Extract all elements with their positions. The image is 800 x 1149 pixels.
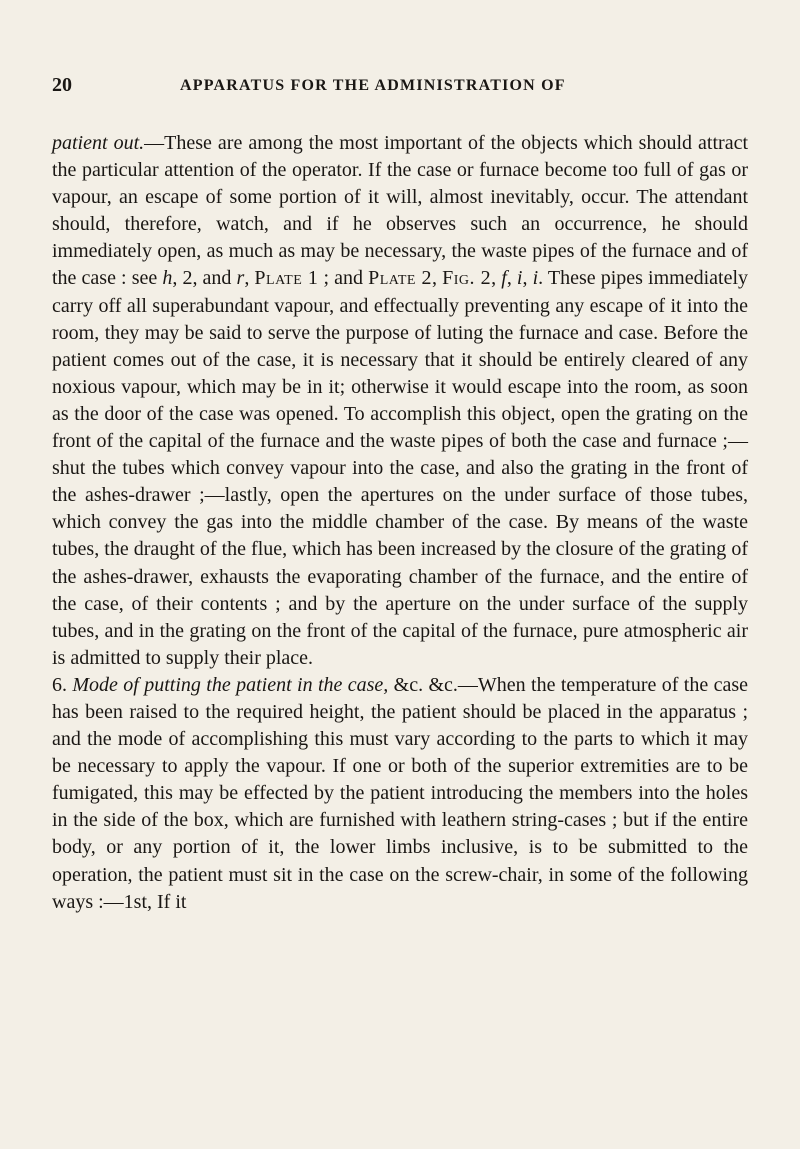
ref-letter-r: r: [236, 267, 245, 290]
section-title: Mode of putting the patient in the case,: [72, 673, 389, 696]
plate-reference-1: Plate 1: [254, 267, 319, 290]
ref-letter-i: i: [516, 267, 523, 290]
running-head: APPARATUS FOR THE ADMINISTRATION OF: [180, 77, 566, 94]
section-number: 6.: [52, 673, 73, 696]
ref-text: ,: [506, 267, 517, 290]
ref-text: ,: [491, 267, 502, 290]
ref-letter-i: i: [532, 267, 539, 290]
page-number: 20: [52, 74, 72, 96]
lead-phrase: patient out.: [52, 132, 145, 154]
plate-reference-2: Plate 2: [368, 267, 433, 290]
figure-reference: Fig. 2: [442, 267, 492, 290]
paragraph-mode-of-putting: [52, 672, 748, 916]
ref-text: ; and: [318, 267, 369, 290]
body-text: [52, 130, 748, 916]
ref-letter-f: f: [501, 267, 507, 290]
page-header: [52, 74, 748, 104]
paragraph-patient-out: [52, 130, 748, 672]
ref-text: , 2, and: [172, 267, 237, 290]
paragraph-text: —When the temperature of the case has been raised to the required height, the patient should be placed in the apparatus ; and the mode of accomplishing this must vary according to the parts to which it may be necessary to apply the vapour. If one or both of the superior extremities are to be fumigated, this may be effected by the patient introducing the members into the holes in the side of the box, which are furnished with leathern string-cases ; but if the entire body, or any portion of it, the lower limbs inclusive, is to be submitted to the operation, the patient must sit in the case on the screw-chair, in some of the following ways :—1st, If it: [52, 673, 748, 913]
ref-letter-h: h: [162, 267, 173, 290]
section-title-etc: &c. &c.: [388, 673, 458, 696]
paragraph-text: —These are among the most important of the objects which should attract the particular attention of the operator. If the case or furnace become too full of gas or vapour, an escape of some portion of it will, almost inevitably, occur. The attendant should, therefore, watch, and if he observes such an occurrence, he should immediately open, as much as may be necessary, the waste pipes of the furnace and of the case : see: [52, 132, 749, 290]
paragraph-text: These pipes immediately carry off all superabundant vapour, and effectually preventing any escape of it into the room, they may be said to serve the purpose of luting the furnace and case. Before the patient comes out of the case, it is necessary that it should be entirely cleared of any noxious vapour, which may be in it; otherwise it would escape into the room, as soon as the door of the case was opened. To accomplish this object, open the grating on the front of the capital of the furnace and the waste pipes of both the case and furnace ;—shut the tubes which convey vapour into the case, and also the grating in the front of the ashes-drawer ;—lastly, open the apertures on the under surface of those tubes, which convey the gas into the middle chamber of the case. By means of the waste tubes, the draught of the flue, which has been increased by the closure of the grating of the ashes-drawer, exhausts the evaporating chamber of the furnace, and the entire of the case, of their contents ; and by the aperture on the under surface of the supply tubes, and in the grating on the front of the capital of the furnace, pure atmospheric air is admitted to supply their place.: [52, 267, 749, 669]
ref-text: .: [538, 267, 544, 290]
ref-text: ,: [244, 267, 255, 290]
ref-text: ,: [522, 267, 533, 290]
ref-text: ,: [432, 267, 443, 290]
